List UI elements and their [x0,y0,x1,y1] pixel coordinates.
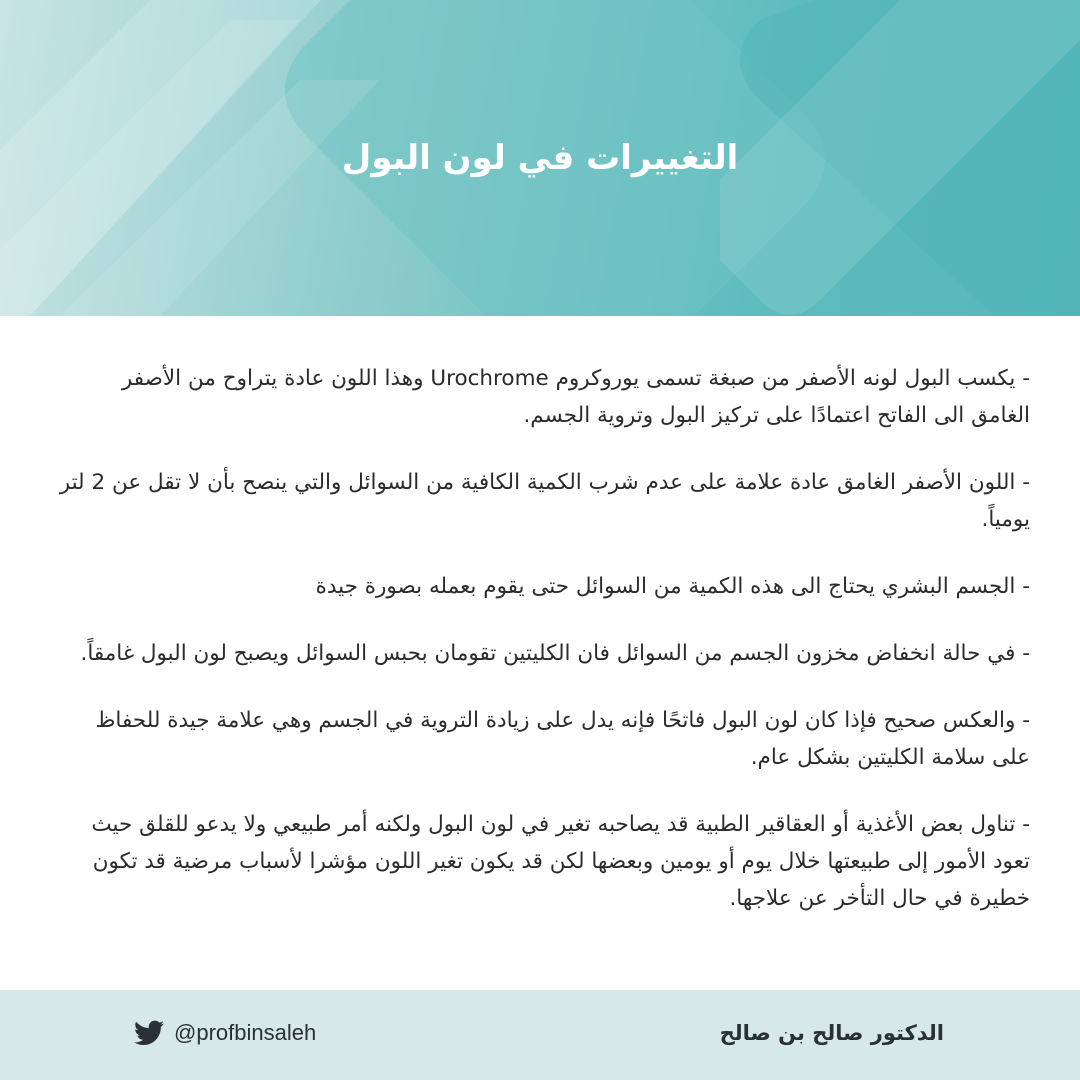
paragraph: - والعكس صحيح فإذا كان لون البول فاتحًا فإنه يدل على زيادة التروية في الجسم وهي علامة جيدة للحفاظ على سلامة الكليتين بشكل عام. [95,708,1030,770]
paragraph: - تناول بعض الأغذية أو العقاقير الطبية قد يصاحبه تغير في لون البول ولكنه أمر طبيعي ولا يدعو للقلق حيث تعود الأمور إلى طبيعتها خلال يوم أو يومين وبعضها لكن قد يكون تغير اللون مؤشرا لأسباب مرضية قد تكون خطيرة في حال التأخر عن علاجها. [91,812,1030,911]
footer-bar [0,990,1080,1080]
article-body [58,360,1030,947]
paragraph: - الجسم البشري يحتاج الى هذه الكمية من السوائل حتى يقوم بعمله بصورة جيدة [315,574,1030,599]
twitter-handle: @profbinsaleh [174,1020,317,1045]
page-title: التغييرات في لون البول [341,138,739,178]
twitter-handle-link[interactable] [134,1016,316,1050]
header-banner [0,0,1080,316]
twitter-icon [134,1020,164,1046]
author-name: الدكتور صالح بن صالح [719,1021,944,1045]
paragraph: - يكسب البول لونه الأصفر من صبغة تسمى يوروكروم Urochrome وهذا اللون عادة يتراوح من الأصفر الغامق الى الفاتح اعتمادًا على تركيز البول وتروية الجسم. [121,366,1030,428]
paragraph: - اللون الأصفر الغامق عادة علامة على عدم شرب الكمية الكافية من السوائل والتي ينصح بأن لا تقل عن 2 لتر يومياً. [59,470,1030,532]
paragraph: - في حالة انخفاض مخزون الجسم من السوائل فان الكليتين تقومان بحبس السوائل ويصبح لون البول غامقاً. [80,641,1030,666]
